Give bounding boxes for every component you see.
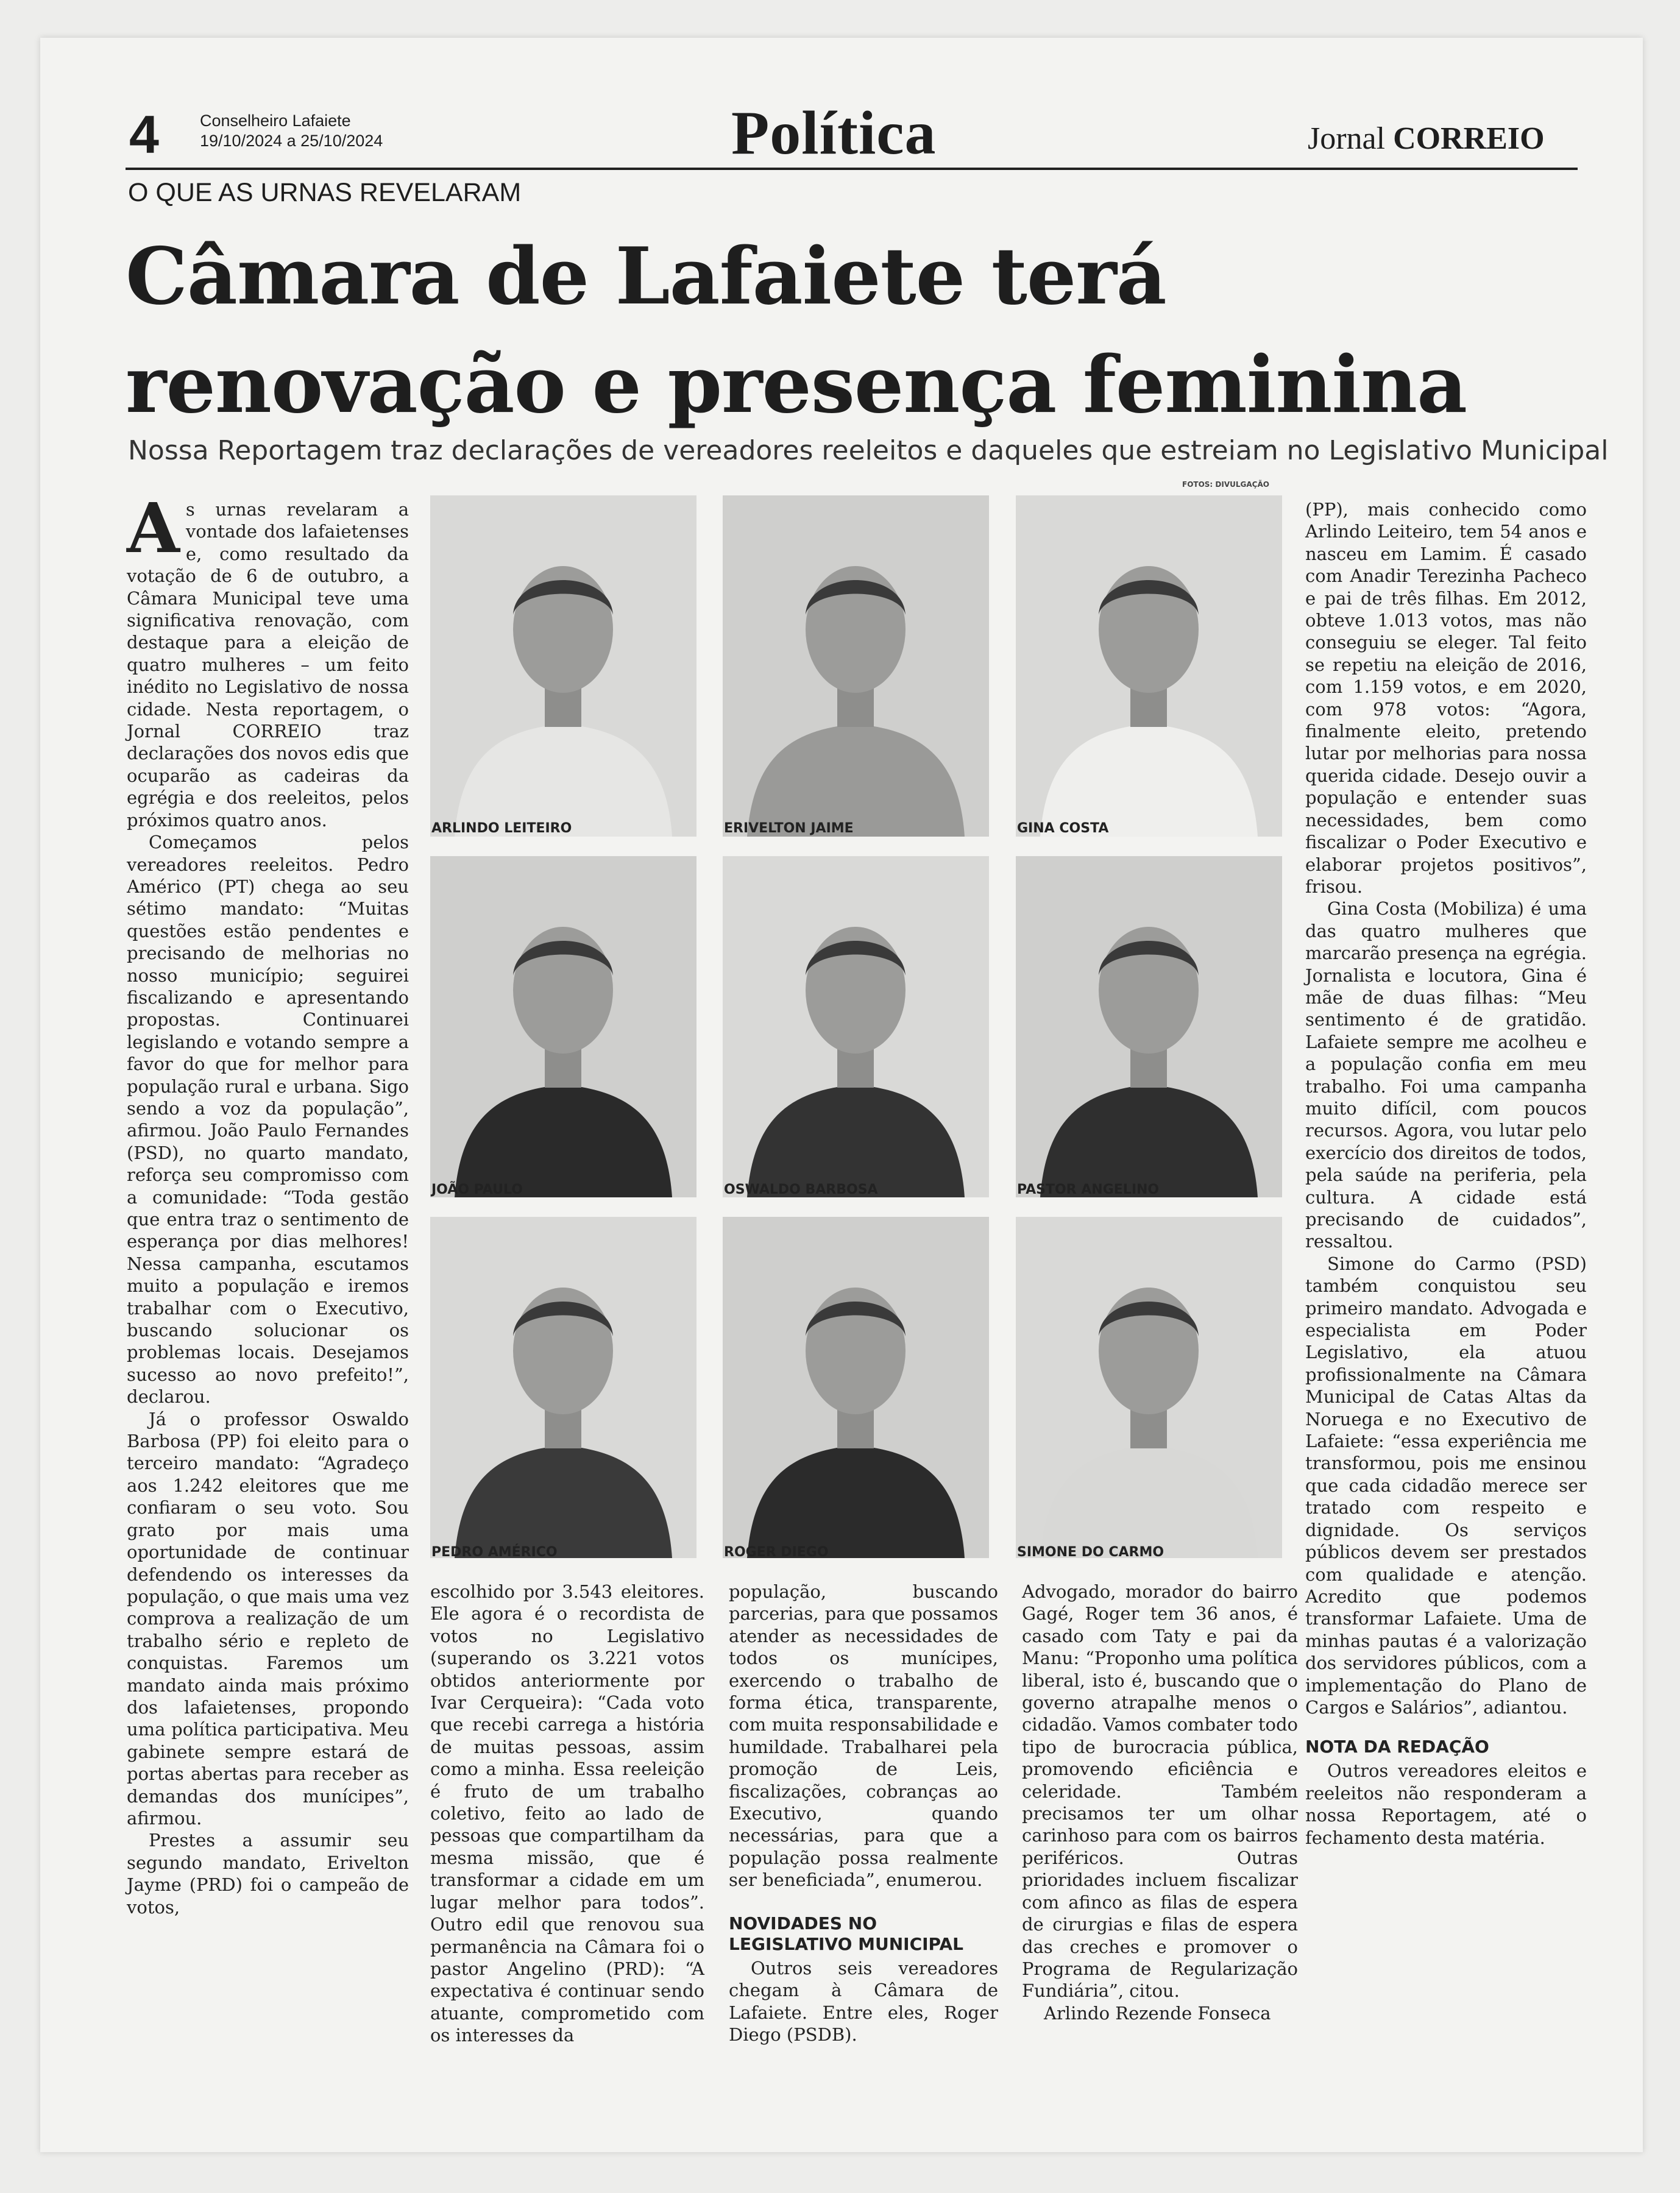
article-paragraph: Já o professor Oswaldo Barbosa (PP) foi eleito para o terceiro mandato: “Agradeço aos 1.242 eleitores que me confiaram o seu voto. Sou grato por mais uma oportunidade de continuar defendendo os interesses da população, o que mais uma vez comprova a realização de um trabalho sério e repleto de conquistas. Faremos um mandato ainda mais próximo dos lafaietenses, propondo uma política participativa. Meu gabinete sempre estará de portas abertas para receber as demandas dos munícipes”, afirmou. — [127, 1408, 409, 1829]
article-paragraph: Simone do Carmo (PSD) também conquistou seu primeiro mandato. Advogada e especialista em Poder Legislativo, ela atuou profissionalmente na Câmara Municipal de Catas Altas da Noruega e no Executivo de Lafaiete: “essa experiência me transformou, pois me ensinou que cada cidadão merece ser tratado com respeito e dignidade. Os serviços públicos devem ser prestados com qualidade e atenção. Acredito que podemos transformar Lafaiete. Uma de minhas pautas é a valorização dos servidores públicos, com a implementação do Plano de Cargos e Salários”, adiantou. — [1305, 1253, 1587, 1718]
article-paragraph: Outros seis vereadores chegam à Câmara de Lafaiete. Entre eles, Roger Diego (PSDB). — [729, 1957, 998, 2045]
article-paragraph: escolhido por 3.543 eleitores. Ele agora é o recordista de votos no Legislativo (superando os 3.221 votos obtidos anteriormente por Ivar Cerqueira): “Cada voto que recebi carrega a história de muitas pessoas, assim como a minha. Essa reeleição é fruto de um trabalho coletivo, feito ao lado de pessoas que compartilham da mesma missão, que é transformar a cidade em um lugar melhor para todos”. Outro edil que renovou sua permanência na Câmara foi o pastor Angelino (PRD): “A expectativa é continuar sendo atuante, comprometido com os interesses da — [430, 1581, 704, 2046]
edition-meta — [200, 111, 383, 151]
kicker: O QUE AS URNAS REVELARAM — [128, 178, 522, 207]
photo-caption: JOÃO PAULO — [431, 1182, 523, 1197]
article-paragraph: população, buscando parcerias, para que possamos atender as necessidades de todos os munícipes, exercendo o trabalho de forma ética, transparente, com muita responsabilidade e humildade. Trabalharei pela promoção de Leis, fiscalizações, cobranças ao Executivo, quando necessárias, para que a população possa realmente ser beneficiada”, enumerou. — [729, 1581, 998, 1891]
article-paragraph — [127, 489, 409, 831]
edition-city: Conselheiro Lafaiete — [200, 112, 351, 130]
photo-credit: FOTOS: DIVULGAÇÃO — [1182, 480, 1269, 489]
photo-caption: GINA COSTA — [1017, 821, 1109, 836]
article-paragraph: Prestes a assumir seu segundo mandato, Erivelton Jayme (PRD) foi o campeão de votos, — [127, 1830, 409, 1918]
article-column-2 — [430, 1581, 704, 2047]
photo-caption: ARLINDO LEITEIRO — [431, 821, 572, 836]
article-column-4 — [1022, 1581, 1298, 2024]
note-text: Outros vereadores eleitos e reeleitos não responderam a nossa Reportagem, até o fechamento desta matéria. — [1305, 1760, 1587, 1848]
photo-joao-paulo — [430, 856, 696, 1197]
portrait-image — [1016, 1217, 1282, 1558]
photo-gina-costa — [1016, 495, 1282, 837]
photo-caption: OSWALDO BARBOSA — [724, 1182, 878, 1197]
article-paragraph: (PP), mais conhecido como Arlindo Leiteiro, tem 54 anos e nasceu em Lamim. É casado com Anadir Terezinha Pacheco e pai de três filhas. Em 2012, obteve 1.013 votos, mas não conseguiu se eleger. Tal feito se repetiu na eleição de 2016, com 1.159 votos, e em 2020, com 978 votos: “Agora, finalmente eleito, pretendo lutar por melhorias para nossa querida cidade. Desejo ouvir a população e entender suas necessidades, bem como fiscalizar o Poder Executivo e elaborar projetos positivos”, frisou. — [1305, 499, 1587, 897]
photo-caption: ROGER DIEGO — [724, 1545, 829, 1560]
portrait-image — [723, 495, 989, 837]
portrait-image — [723, 1217, 989, 1558]
newspaper-name — [1308, 121, 1545, 157]
photo-erivelton-jaime — [723, 495, 989, 837]
article-column-1 — [127, 489, 409, 1918]
article-paragraph: Advogado, morador do bairro Gagé, Roger tem 36 anos, é casado com Taty e pai da Manu: “Proponho uma política liberal, isto é, buscando que o governo atrapalhe menos o cidadão. Vamos combater todo tipo de burocracia pública, promovendo eficiência e celeridade. Também precisamos ter um olhar carinhoso para com os bairros periféricos. Outras prioridades incluem fiscalizar com afinco as filas de espera de cirurgias e filas de espera das creches e promover o Programa de Regularização Fundiária”, citou. — [1022, 1581, 1298, 2002]
portrait-image — [723, 856, 989, 1197]
newspaper-name-prefix: Jornal — [1308, 121, 1386, 156]
subheadline: Nossa Reportagem traz declarações de vereadores reeleitos e daqueles que estreiam no Legislativo Municipal — [128, 435, 1609, 466]
article-paragraph: Arlindo Rezende Fonseca — [1044, 2002, 1271, 2024]
drop-cap: A — [127, 489, 180, 569]
portrait-image — [430, 856, 696, 1197]
edition-dates: 19/10/2024 a 25/10/2024 — [200, 132, 383, 150]
article-column-3 — [729, 1581, 998, 2046]
page-number: 4 — [129, 104, 159, 165]
newspaper-name-main: CORREIO — [1393, 121, 1545, 156]
article-paragraph: Começamos pelos vereadores reeleitos. Pedro Américo (PT) chega ao seu sétimo mandato: “Muitas questões estão pendentes e precisando de melhorias no nosso município; seguirei fiscalizando e apresentando propostas. Continuarei legislando e votando sempre a favor do que for melhor para população rural e urbana. Sigo sendo a voz da população”, afirmou. João Paulo Fernandes (PSD), no quarto mandato, reforça seu compromisso com a comunidade: “Toda gestão que entra traz o sentimento de esperança por dias melhores! Nessa campanha, escutamos muito a população e iremos trabalhar com o Executivo, buscando solucionar os problemas locais. Desejamos sucesso ao novo prefeito!”, declarou. — [127, 832, 409, 1408]
note-heading: NOTA DA REDAÇÃO — [1305, 1737, 1489, 1757]
photo-caption: ERIVELTON JAIME — [724, 821, 854, 836]
article-paragraph-text: s urnas revelaram a vontade dos lafaietenses e, como resultado da votação de 6 de outubro, a Câmara Municipal teve uma significativa renovação, com destaque para a eleição de quatro mulheres – um feito inédito no Legislativo de nossa cidade. Nesta reportagem, o Jornal CORREIO traz declarações dos novos edis que ocuparão as cadeiras da egrégia e dos reeleitos, pelos próximos quatro anos. — [127, 499, 409, 831]
photo-pedro-americo — [430, 1217, 696, 1558]
portrait-image — [430, 1217, 696, 1558]
photo-roger-diego — [723, 1217, 989, 1558]
headline: Câmara de Lafaiete terá renovação e presença feminina — [126, 231, 1467, 431]
photo-arlindo-leiteiro — [430, 495, 696, 837]
photo-oswaldo-barbosa — [723, 856, 989, 1197]
subheading-novidades: NOVIDADES NO LEGISLATIVO MUNICIPAL — [729, 1913, 963, 1954]
portrait-image — [430, 495, 696, 837]
photo-caption: PASTOR ANGELINO — [1017, 1182, 1160, 1197]
portrait-image — [1016, 856, 1282, 1197]
photo-caption: SIMONE DO CARMO — [1017, 1545, 1164, 1560]
article-column-5 — [1305, 498, 1587, 1849]
photo-pastor-angelino — [1016, 856, 1282, 1197]
header-rule — [126, 168, 1578, 170]
section-title: Política — [731, 99, 937, 168]
article-paragraph: Gina Costa (Mobiliza) é uma das quatro mulheres que marcarão presença na egrégia. Jornalista e locutora, Gina é mãe de duas filhas: “Meu sentimento é de gratidão. Lafaiete sempre me acolheu e a população confia em meu trabalho. Foi uma campanha muito difícil, com poucos recursos. Agora, vou lutar pelo exercício dos direitos de todos, pela saúde na periferia, pela cultura. A cidade está precisando de cuidados”, ressaltou. — [1305, 898, 1587, 1252]
photo-caption: PEDRO AMÉRICO — [431, 1545, 558, 1560]
portrait-image — [1016, 495, 1282, 837]
photo-simone-do-carmo — [1016, 1217, 1282, 1558]
